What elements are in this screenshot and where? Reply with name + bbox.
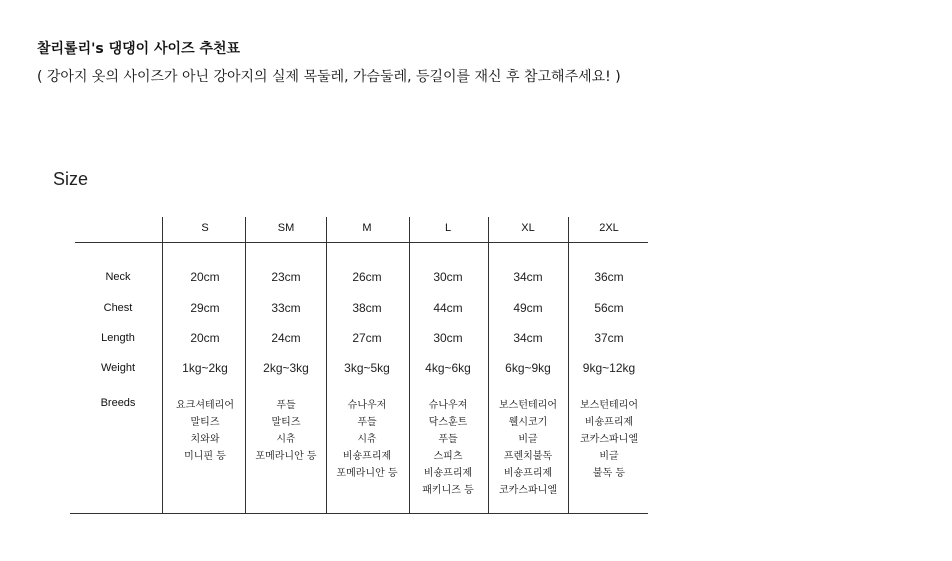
table-cell: 6kg~9kg [505,361,551,375]
breeds-cell-l [422,397,473,499]
breed-name: 보스턴테리어 [580,400,638,411]
table-cell: 30cm [433,331,463,345]
breed-name: 푸들 [438,434,458,445]
breed-name: 푸들 [357,417,377,428]
column-divider [409,217,410,513]
table-cell: 2kg~3kg [263,361,309,375]
column-header-xl: XL [521,222,535,234]
breed-name: 스피츠 [433,451,463,462]
column-header-2xl: 2XL [599,222,619,234]
breeds-cell-m [336,397,397,482]
table-cell: 20cm [190,331,220,345]
breeds-cell-xl [499,397,557,499]
breed-name: 푸들 [276,400,296,411]
breed-name: 포메라니안 등 [336,468,398,479]
table-cell: 38cm [352,301,382,315]
breed-name: 치와와 [190,434,220,445]
breed-name: 비글 [599,451,619,462]
column-header-m: M [362,222,372,234]
page-subtitle: ( 강아지 옷의 사이즈가 아닌 강아지의 실제 목둘레, 가슴둘레, 등길이를 재신 후 참고해주세요! ) [37,69,621,85]
breed-name: 불독 등 [592,468,626,479]
breed-name: 코카스파니엘 [499,485,557,496]
column-header-sm: SM [277,222,295,234]
table-cell: 36cm [594,270,624,284]
column-header-s: S [201,222,209,234]
breed-name: 말티즈 [271,417,301,428]
table-cell: 33cm [271,301,301,315]
breed-name: 시츄 [357,434,377,445]
breed-name: 요크셔테리어 [176,400,234,411]
breed-name: 비숑프리제 [503,468,553,479]
table-cell: 27cm [352,331,382,345]
row-label-weight: Weight [100,362,136,374]
size-heading: Size [53,169,89,189]
column-divider [568,217,569,513]
breed-name: 슈나우저 [347,400,387,411]
table-cell: 24cm [271,331,301,345]
breed-name: 웰시코기 [508,417,548,428]
breed-name: 비글 [518,434,538,445]
row-label-breeds: Breeds [100,397,136,409]
column-divider [162,217,163,513]
table-cell: 4kg~6kg [425,361,471,375]
breed-name: 시츄 [276,434,296,445]
breed-name: 미니핀 등 [184,451,226,462]
column-divider [488,217,489,513]
column-divider [326,217,327,513]
breed-name: 말티즈 [190,417,220,428]
table-cell: 1kg~2kg [182,361,228,375]
table-cell: 30cm [433,270,463,284]
breed-name: 비숑프리제 [342,451,392,462]
table-bottom-border [70,513,648,514]
breed-name: 비숑프리제 [423,468,473,479]
table-cell: 23cm [271,270,301,284]
column-divider [245,217,246,513]
table-cell: 56cm [594,301,624,315]
breeds-cell-sm [255,397,316,465]
breeds-cell-s [176,397,234,465]
table-cell: 37cm [594,331,624,345]
table-cell: 3kg~5kg [344,361,390,375]
table-cell: 26cm [352,270,382,284]
breed-name: 프렌치불독 [503,451,553,462]
breed-name: 코카스파니엘 [580,434,638,445]
row-label-chest: Chest [103,302,133,314]
table-cell: 9kg~12kg [582,361,636,375]
table-cell: 49cm [513,301,543,315]
table-cell: 34cm [513,270,543,284]
table-header-divider [75,242,648,243]
table-cell: 34cm [513,331,543,345]
table-cell: 29cm [190,301,220,315]
breed-name: 패키니즈 등 [422,485,474,496]
breed-name: 보스턴테리어 [499,400,557,411]
page-title: 찰리롤리's 댕댕이 사이즈 추천표 [37,41,241,57]
breed-name: 포메라니안 등 [255,451,317,462]
breed-name: 슈나우져 [428,400,468,411]
breed-name: 비숑프리제 [584,417,634,428]
table-cell: 20cm [190,270,220,284]
breed-name: 닥스훈트 [428,417,468,428]
column-header-l: L [444,222,452,234]
table-cell: 44cm [433,301,463,315]
breeds-cell-2xl [580,397,638,482]
row-label-length: Length [101,332,135,344]
row-label-neck: Neck [105,271,131,283]
